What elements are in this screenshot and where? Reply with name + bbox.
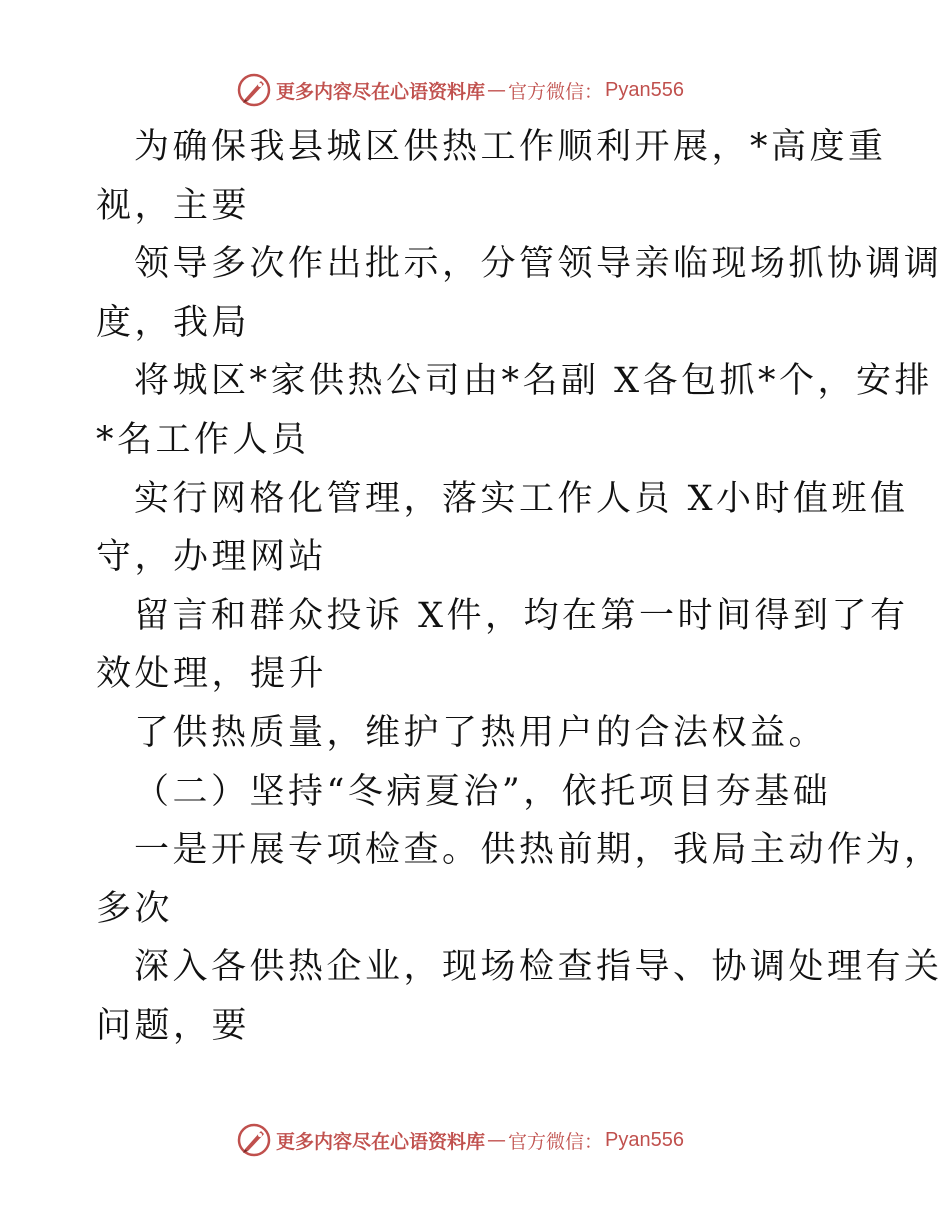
body-line: 守，办理网站: [96, 537, 328, 578]
banner-wechat-label: 官方微信：: [508, 1130, 604, 1153]
body-line: 度，我局: [96, 302, 251, 343]
body-line: 多次: [96, 888, 174, 929]
body-line: 了供热质量，维护了热用户的合法权益。: [134, 712, 828, 753]
quill-pen-logo-icon: [236, 1122, 272, 1158]
banner-wechat-id: Pyan556: [605, 78, 684, 101]
body-line: 实行网格化管理，落实工作人员 X小时值班值: [134, 478, 909, 519]
banner-wechat-id: Pyan556: [605, 1128, 684, 1151]
body-line: 视，主要: [96, 185, 251, 226]
footer-banner: [236, 1122, 684, 1158]
body-line: 效处理，提升: [96, 654, 328, 695]
body-line: *名工作人员: [96, 419, 310, 460]
quill-pen-logo-icon: [236, 72, 272, 108]
header-banner: [236, 72, 684, 108]
document-body: [96, 118, 943, 1056]
banner-dash: —: [487, 1129, 507, 1151]
body-line: 深入各供热企业，现场检查指导、协调处理有关: [134, 947, 943, 988]
body-line: 为确保我县城区供热工作顺利开展，*高度重: [134, 127, 887, 167]
banner-dash: —: [487, 79, 507, 101]
body-line: 留言和群众投诉 X件，均在第一时间得到了有: [134, 595, 909, 636]
banner-wechat-label: 官方微信：: [508, 80, 604, 103]
body-line: 问题，要: [96, 1005, 251, 1046]
banner-text: 更多内容尽在心语资料库: [276, 1130, 486, 1153]
banner-text: 更多内容尽在心语资料库: [276, 80, 486, 103]
section-heading: （二）坚持“冬病夏治”，依托项目夯基础: [134, 771, 832, 812]
body-line: 领导多次作出批示，分管领导亲临现场抓协调调: [134, 244, 943, 285]
body-line: 一是开展专项检查。供热前期，我局主动作为，: [134, 830, 943, 871]
body-line: 将城区*家供热公司由*名副 X各包抓*个，安排: [134, 361, 934, 402]
